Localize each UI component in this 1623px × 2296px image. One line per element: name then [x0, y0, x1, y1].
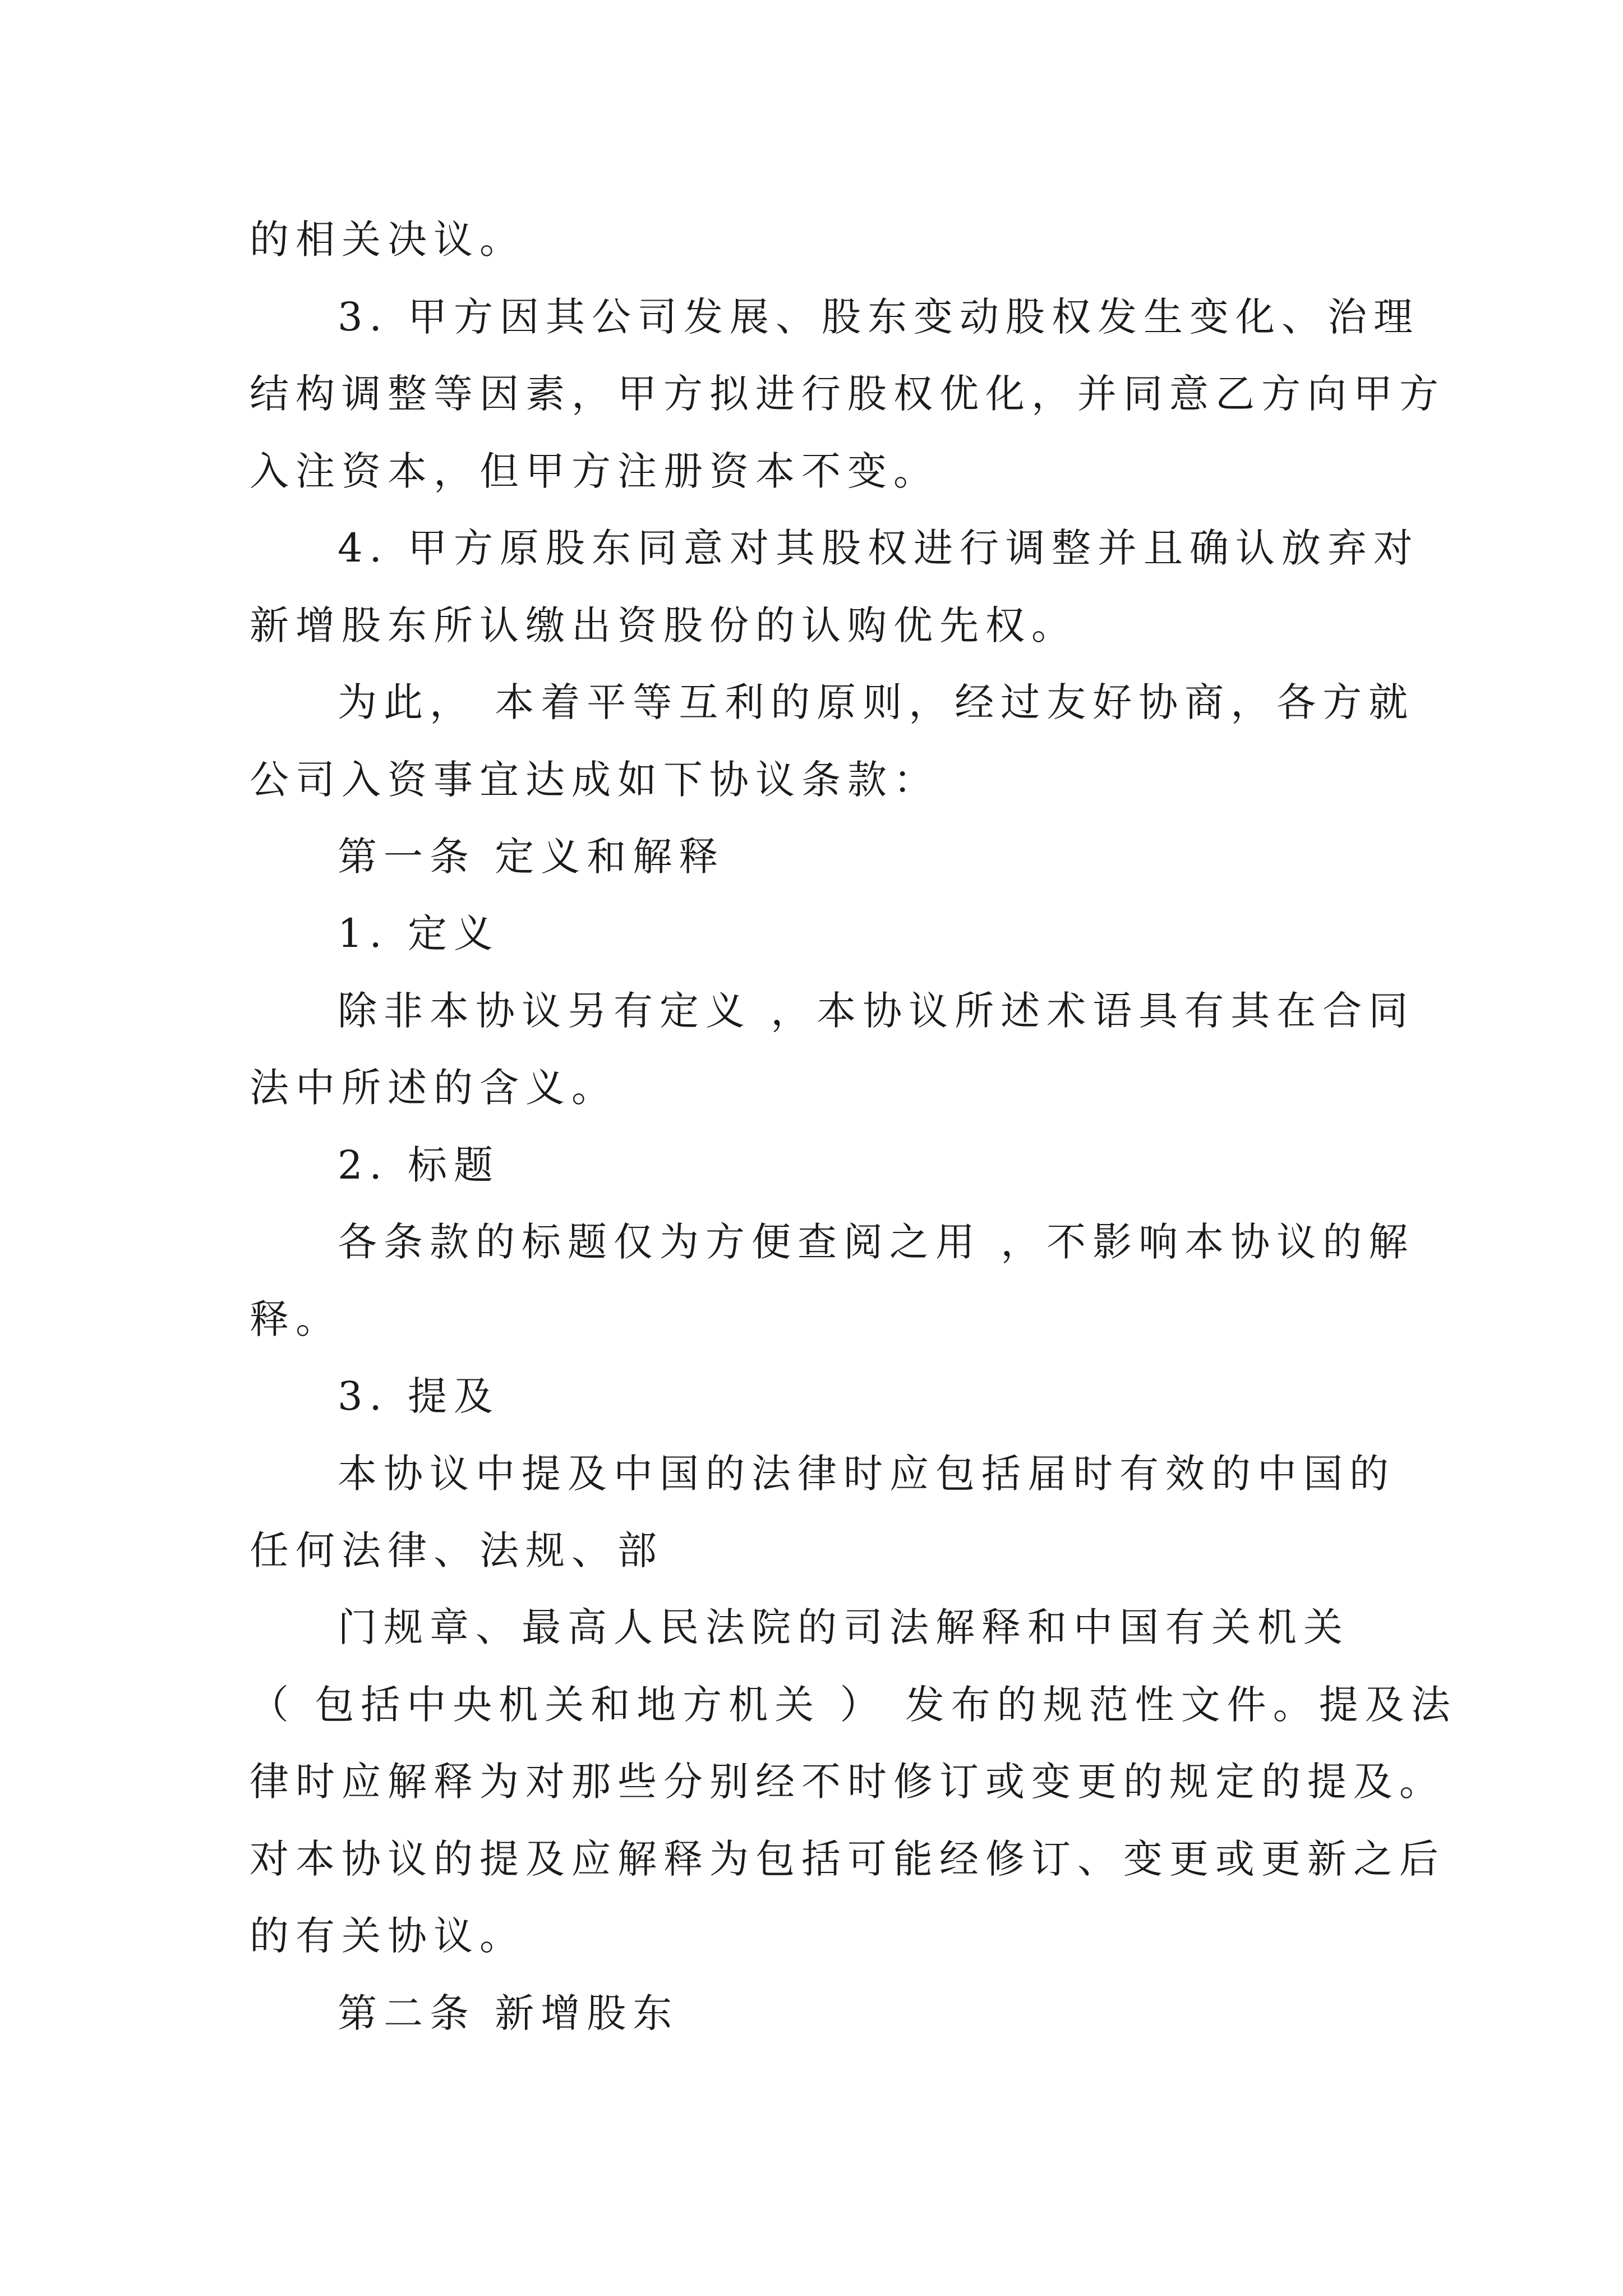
text-line: 入注资本，但甲方注册资本不变。 [250, 448, 939, 494]
section-heading: 第二条 新增股东 [338, 1990, 679, 2036]
text-line: 结构调整等因素，甲方拟进行股权优化，并同意乙方向甲方 [250, 371, 1445, 417]
section-heading: 第一条 定义和解释 [338, 834, 725, 880]
text-line: 公司入资事宜达成如下协议条款： [250, 757, 939, 803]
text-line: 任何法律、法规、部 [250, 1527, 663, 1573]
subsection-heading: 3. 提及 [338, 1373, 500, 1419]
text-line: 的相关决议。 [250, 217, 525, 263]
text-line: （ 包括中央机关和地方机关 ） 发布的规范性文件。提及法 [250, 1682, 1457, 1728]
text-line: 本协议中提及中国的法律时应包括届时有效的中国的 [338, 1451, 1395, 1497]
subsection-heading: 1. 定义 [338, 910, 500, 956]
text-line: 的有关协议。 [250, 1913, 525, 1959]
text-line: 3. 甲方因其公司发展、股东变动股权发生变化、治理 [338, 294, 1420, 340]
text-line: 法中所述的含义。 [250, 1065, 617, 1111]
text-line: 4. 甲方原股东同意对其股权进行调整并且确认放弃对 [338, 525, 1420, 571]
text-line: 律时应解释为对那些分别经不时修订或变更的规定的提及。 [250, 1759, 1445, 1805]
subsection-heading: 2. 标题 [338, 1142, 500, 1188]
text-line: 各条款的标题仅为方便查阅之用 ，不影响本协议的解 [338, 1219, 1415, 1265]
text-line: 除非本协议另有定义 ，本协议所述术语具有其在合同 [338, 988, 1415, 1034]
text-line: 释。 [250, 1296, 342, 1342]
text-line: 对本协议的提及应解释为包括可能经修订、变更或更新之后 [250, 1836, 1445, 1882]
text-line: 新增股东所认缴出资股份的认购优先权。 [250, 602, 1077, 648]
text-line: 门规章、最高人民法院的司法解释和中国有关机关 [338, 1604, 1349, 1650]
text-line: 为此， 本着平等互利的原则，经过友好协商，各方就 [338, 679, 1415, 725]
